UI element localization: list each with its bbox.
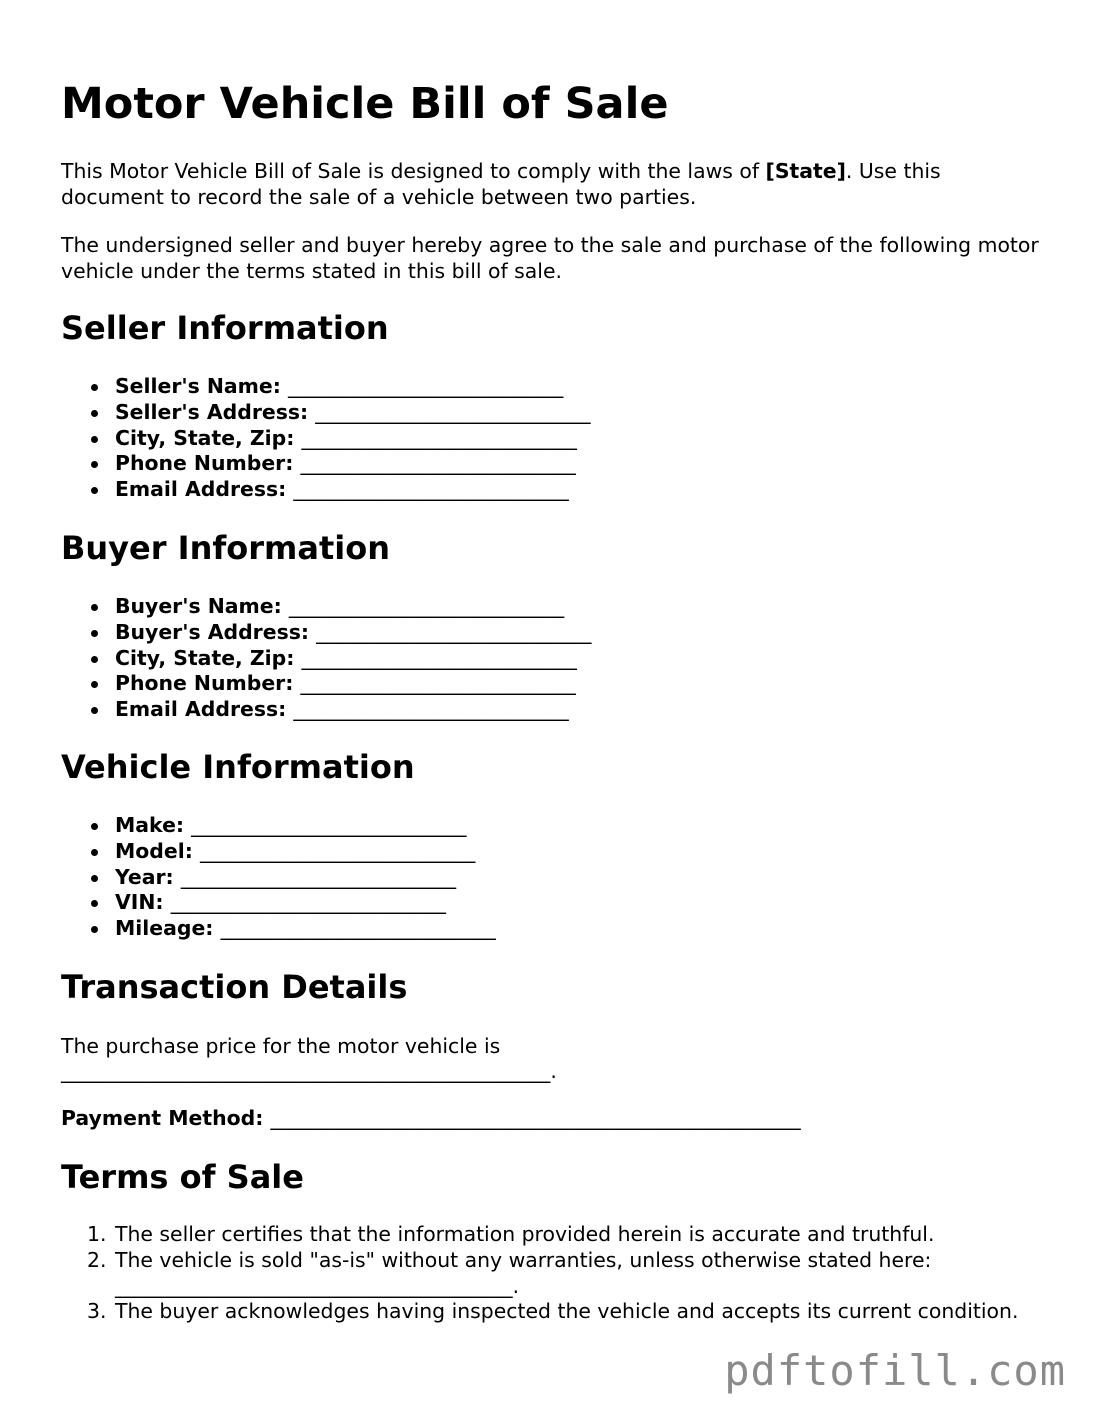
field-label: Year: <box>115 864 174 889</box>
field-label: Buyer's Name: <box>115 594 282 618</box>
field-label: Phone Number: <box>115 451 294 476</box>
field-label: Phone Number: <box>115 671 294 696</box>
field-label: City, State, Zip: <box>115 645 295 670</box>
field-label: Email Address: <box>115 477 287 502</box>
intro-text-after: . Use this document to record the sale of a vehicle between two parties. <box>61 159 941 209</box>
field-label: Model: <box>115 838 193 863</box>
buyer-address-field[interactable] <box>61 620 591 646</box>
field-label: City, State, Zip: <box>115 425 295 450</box>
field-label: VIN: <box>115 890 164 915</box>
terms-heading: Terms of Sale <box>61 1158 304 1196</box>
vehicle-make-field[interactable] <box>61 813 496 839</box>
vehicle-year-field[interactable] <box>61 865 496 891</box>
term-number: 2. <box>87 1247 107 1272</box>
buyer-phone-field[interactable] <box>61 671 591 697</box>
state-placeholder: [State] <box>765 159 846 183</box>
vehicle-model-field[interactable] <box>61 839 496 865</box>
terms-list <box>61 1222 1021 1325</box>
intro-text-before: This Motor Vehicle Bill of Sale is designed to comply with the laws of <box>61 159 766 183</box>
field-label: Buyer's Address: <box>115 619 309 644</box>
fill-blank[interactable]: ___________________________ <box>301 645 577 670</box>
transaction-heading: Transaction Details <box>61 968 408 1006</box>
vehicle-vin-field[interactable] <box>61 890 496 916</box>
terms-item <box>61 1248 1021 1300</box>
purchase-price-text: The purchase price for the motor vehicle is <box>61 1034 501 1058</box>
term-number: 1. <box>87 1222 107 1246</box>
payment-method-blank[interactable]: ____________________________________________________ <box>270 1106 801 1130</box>
intro-paragraph <box>61 158 1046 210</box>
field-label: Email Address: <box>115 697 287 722</box>
term-text: The vehicle is sold "as-is" without any warranties, unless otherwise stated here: <box>115 1247 932 1272</box>
fill-blank[interactable]: ___________________________ <box>220 916 496 941</box>
payment-method-field[interactable] <box>61 1105 1046 1131</box>
seller-phone-field[interactable] <box>61 451 591 477</box>
fill-blank[interactable]: ___________________________ <box>293 697 569 722</box>
terms-item <box>61 1222 1021 1248</box>
field-label: Seller's Address: <box>115 399 309 424</box>
seller-email-field[interactable] <box>61 477 591 503</box>
term-text: The buyer acknowledges having inspected the vehicle and accepts its current condition. <box>115 1299 1019 1324</box>
fill-blank[interactable]: ___________________________ <box>180 864 457 889</box>
fill-blank[interactable]: ___________________________ <box>301 425 577 450</box>
term-number: 3. <box>87 1299 107 1324</box>
seller-name-field[interactable] <box>61 374 591 400</box>
buyer-field-list <box>61 594 591 723</box>
fill-blank[interactable]: ___________________________ <box>191 813 467 837</box>
fill-blank[interactable]: ___________________________ <box>300 671 576 696</box>
field-label: Seller's Name: <box>115 374 281 398</box>
vehicle-mileage-field[interactable] <box>61 916 496 942</box>
page-title: Motor Vehicle Bill of Sale <box>61 79 669 129</box>
purchase-price-blank[interactable]: ________________________________________________. <box>61 1059 557 1083</box>
warranty-blank[interactable]: _______________________________________. <box>115 1273 520 1298</box>
fill-blank[interactable]: ___________________________ <box>300 451 576 476</box>
vehicle-field-list <box>61 813 496 942</box>
fill-blank[interactable]: ___________________________ <box>316 619 592 644</box>
buyer-email-field[interactable] <box>61 697 591 723</box>
field-label: Mileage: <box>115 916 214 941</box>
fill-blank[interactable]: ___________________________ <box>288 374 564 398</box>
seller-address-field[interactable] <box>61 400 591 426</box>
vehicle-heading: Vehicle Information <box>61 748 415 786</box>
seller-field-list <box>61 374 591 503</box>
agreement-paragraph: The undersigned seller and buyer hereby agree to the sale and purchase of the following motor vehicle under the terms stated in this bill of sale. <box>61 233 1039 283</box>
term-text: The seller certifies that the information provided herein is accurate and truthful. <box>115 1222 935 1246</box>
seller-city-state-zip-field[interactable] <box>61 426 591 452</box>
fill-blank[interactable]: ___________________________ <box>293 477 569 502</box>
terms-item <box>61 1299 1021 1325</box>
payment-method-label: Payment Method: <box>61 1106 264 1130</box>
field-label: Make: <box>115 813 185 837</box>
fill-blank[interactable]: ___________________________ <box>288 594 565 618</box>
buyer-city-state-zip-field[interactable] <box>61 646 591 672</box>
buyer-name-field[interactable] <box>61 594 591 620</box>
watermark-logo: pdftofill.com <box>724 1346 1066 1395</box>
fill-blank[interactable]: ___________________________ <box>170 890 446 915</box>
seller-heading: Seller Information <box>61 309 389 347</box>
buyer-heading: Buyer Information <box>61 529 390 567</box>
fill-blank[interactable]: ___________________________ <box>199 838 476 863</box>
fill-blank[interactable]: ___________________________ <box>315 399 591 424</box>
